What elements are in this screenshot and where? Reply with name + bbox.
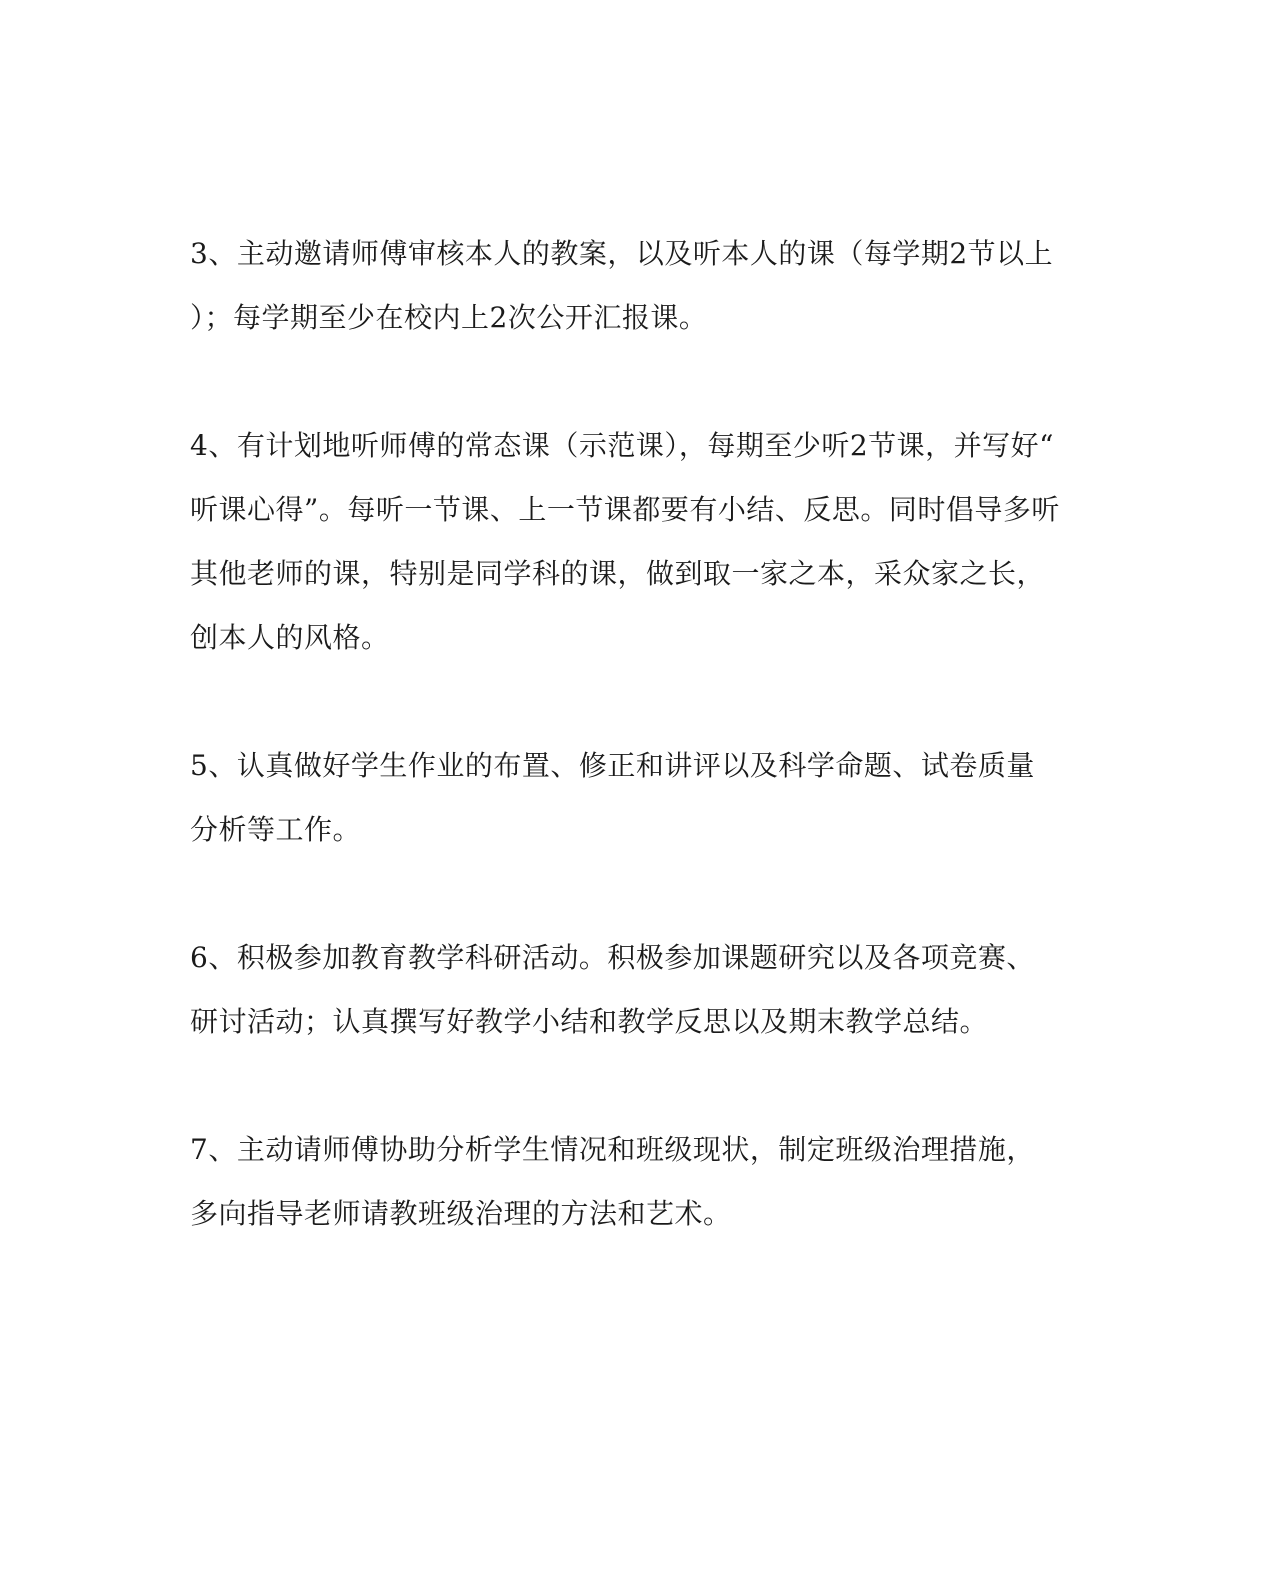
text-line: 其他老师的课，特别是同学科的课，做到取一家之本，采众家之长， (190, 557, 1046, 590)
paragraph-item-4 (190, 414, 1075, 670)
text-line: 分析等工作。 (190, 813, 362, 846)
paragraph-item-5 (190, 734, 1075, 862)
text-line: 4、有计划地听师傅的常态课（示范课），每期至少听2节课，并写好“ (190, 429, 1054, 462)
text-line: ）；每学期至少在校内上2次公开汇报课。 (190, 301, 708, 334)
text-line: 6、积极参加教育教学科研活动。积极参加课题研究以及各项竞赛、 (190, 941, 1035, 974)
text-line: 7、主动请师傅协助分析学生情况和班级现状，制定班级治理措施， (190, 1133, 1035, 1166)
text-line: 多向指导老师请教班级治理的方法和艺术。 (190, 1197, 732, 1230)
paragraph-item-7 (190, 1118, 1075, 1246)
text-line: 3、主动邀请师傅审核本人的教案，以及听本人的课（每学期2节以上 (190, 237, 1054, 270)
text-line: 创本人的风格。 (190, 621, 390, 654)
text-line: 研讨活动；认真撰写好教学小结和教学反思以及期末教学总结。 (190, 1005, 989, 1038)
text-line: 5、认真做好学生作业的布置、修正和讲评以及科学命题、试卷质量 (190, 749, 1035, 782)
text-line: 听课心得”。每听一节课、上一节课都要有小结、反思。同时倡导多听 (190, 493, 1060, 526)
paragraph-item-3 (190, 222, 1075, 350)
paragraph-item-6 (190, 926, 1075, 1054)
document-body (190, 222, 1075, 1310)
